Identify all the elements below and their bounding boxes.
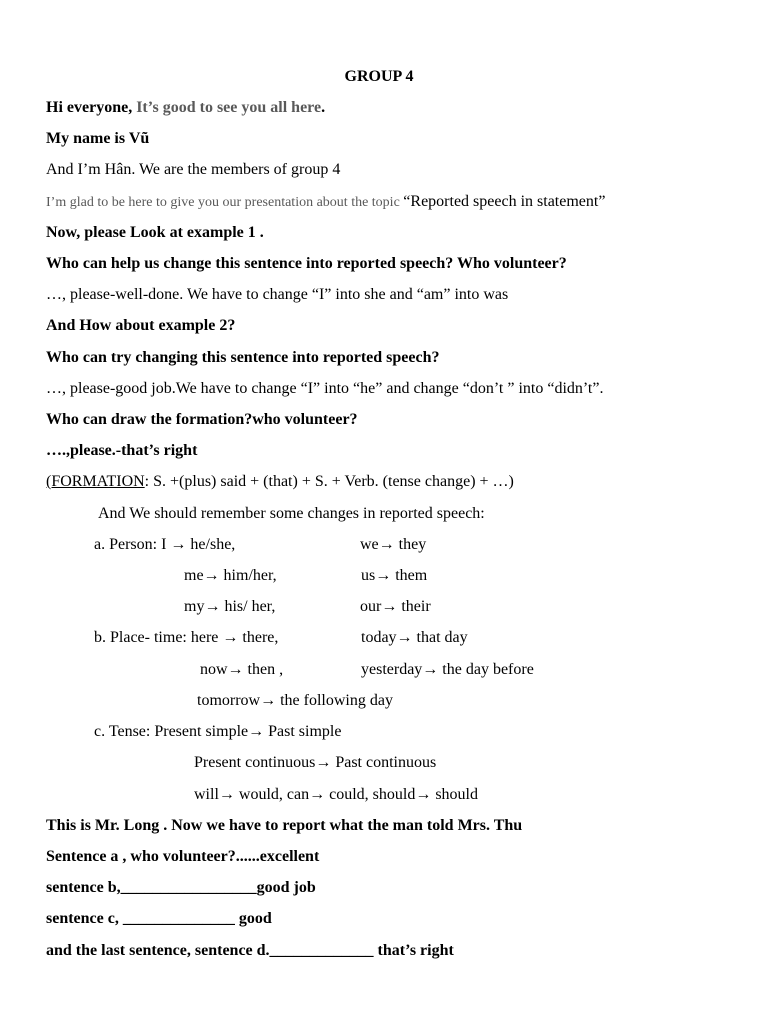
question2-line: Who can try changing this sentence into reported speech? — [46, 349, 440, 366]
person-row-1-right: we→ they — [360, 536, 427, 553]
place-row-2-right: yesterday→ the day before — [361, 661, 534, 678]
place-row-1-right: today→ that day — [361, 629, 468, 646]
greeting-period: . — [321, 99, 326, 116]
question3-line: Who can draw the formation?who volunteer? — [46, 411, 358, 428]
person-row-2-left: me→ him/her, — [184, 567, 277, 584]
answer1-line: …, please-well-done. We have to change “I” into she and “am” into was — [46, 286, 509, 303]
sentence-c-line: sentence c, ______________ good — [46, 910, 272, 927]
name-line: My name is Vũ — [46, 130, 150, 147]
person-row-3-right: our→ their — [360, 598, 431, 615]
answer2-line: …, please-good job.We have to change “I” into “he” and change “don’t ” into “didn’t”. — [46, 380, 604, 397]
place-row-3: tomorrow→ the following day — [197, 692, 393, 709]
members-line: And I’m Hân. We are the members of group 4 — [46, 161, 341, 178]
greeting-line — [46, 98, 325, 118]
person-row-2-right: us→ them — [361, 567, 428, 584]
tense-row-2: Present continuous→ Past continuous — [194, 754, 437, 771]
report-intro-line: This is Mr. Long . Now we have to report what the man told Mrs. Thu — [46, 817, 523, 834]
person-row-1-left: a. Person: I → he/she, — [94, 536, 236, 553]
tense-row-3: will→ would, can→ could, should→ should — [194, 786, 478, 803]
sentence-d-line: and the last sentence, sentence d._____________ that’s right — [46, 942, 454, 959]
greeting-highlight: It’s good to see you all here — [136, 99, 322, 116]
remember-line: And We should remember some changes in reported speech: — [98, 505, 485, 522]
tense-row-1: c. Tense: Present simple→ Past simple — [94, 723, 342, 740]
person-row-3-left: my→ his/ her, — [184, 598, 276, 615]
place-row-1-left: b. Place- time: here → there, — [94, 629, 279, 646]
formation-line — [46, 472, 514, 492]
topic-name: “Reported speech in statement” — [403, 193, 606, 210]
greeting-text: Hi everyone, — [46, 99, 137, 116]
question1-line: Who can help us change this sentence into reported speech? Who volunteer? — [46, 255, 567, 272]
formation-label: (FORMATION — [46, 473, 145, 490]
place-row-2-left: now→ then , — [200, 661, 284, 678]
sentence-b-line: sentence b,_________________good job — [46, 879, 316, 896]
topic-intro: I’m glad to be here to give you our presentation about the topic — [46, 195, 404, 210]
answer3-line: ….,please.-that’s right — [46, 442, 198, 459]
formation-text: : S. +(plus) said + (that) + S. + Verb. (tense change) + …) — [144, 473, 514, 490]
sentence-a-line: Sentence a , who volunteer?......excellent — [46, 848, 320, 865]
document-title: GROUP 4 — [344, 68, 414, 85]
topic-line — [46, 192, 605, 213]
example2-line: And How about example 2? — [46, 317, 236, 334]
example1-line: Now, please Look at example 1 . — [46, 224, 264, 241]
